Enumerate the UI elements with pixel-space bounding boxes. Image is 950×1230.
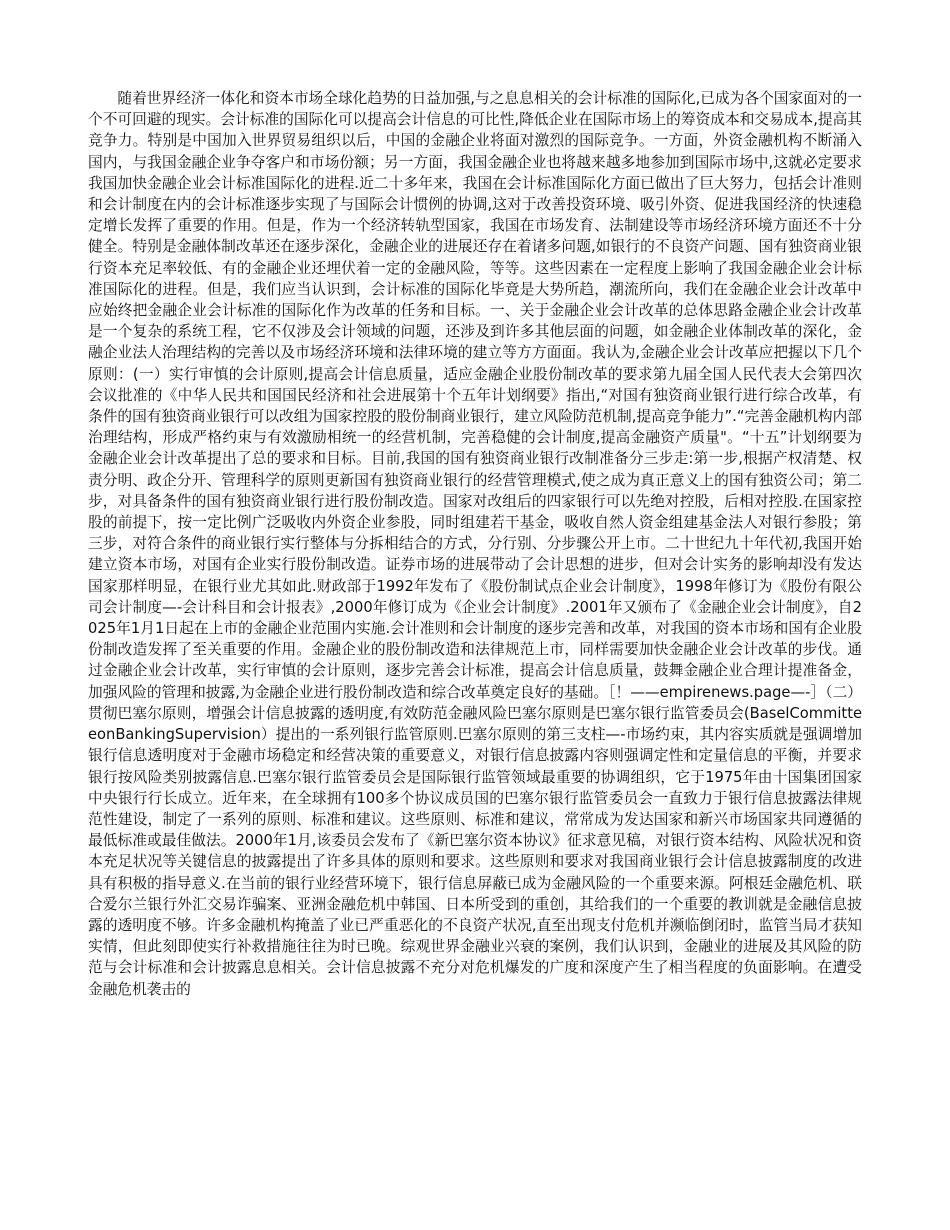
body-paragraph: 随着世界经济一体化和资本市场全球化趋势的日益加强,与之息息相关的会计标准的国际化,已成为各个国家面对的一个不可回避的现实。会计标准的国际化可以提高会计信息的可比性,降低企业在国际市场上的筹资成本和交易成本,提高其竞争力。特别是中国加入世界贸易组织以后，中国的金融企业将面对激烈的国际竞争。一方面，外资金融机构不断涌入国内，与我国金融企业争夺客户和市场份额；另一方面，我国金融企业也将越来越多地参加到国际市场中,这就必定要求我国加快金融企业会计标准国际化的进程.近二十多年来，我国在会计标准国际化方面已做出了巨大努力，包括会计准则和会计制度在内的会计标准逐步实现了与国际会计惯例的协调,这对于改善投资环境、吸引外资、促进我国经济的快速稳定增长发挥了重要的作用。但是，作为一个经济转轨型国家，我国在市场发育、法制建设等市场经济环境方面还不十分健全。特别是金融体制改革还在逐步深化，金融企业的进展还存在着诸多问题,如银行的不良资产问题、国有独资商业银行资本充足率较低、有的金融企业还埋伏着一定的金融风险，等等。这些因素在一定程度上影响了我国金融企业会计标准国际化的进程。但是，我们应当认识到，会计标准的国际化毕竟是大势所趋，潮流所向，我们在金融企业会计改革中应始终把金融企业会计标准的国际化作为改革的任务和目标。一、关于金融企业会计改革的总体思路金融企业会计改革是一个复杂的系统工程，它不仅涉及会计领域的问题，还涉及到许多其他层面的问题，如金融企业体制改革的深化，金融企业法人治理结构的完善以及市场经济环境和法律环境的建立等方方面面。我认为,金融企业会计改革应把握以下几个原则：(一）实行审慎的会计原则,提高会计信息质量，适应金融企业股份制改革的要求第九届全国人民代表大会第四次会议批准的《中华人民共和国国民经济和社会进展第十个五年计划纲要》指出,“对国有独资商业银行进行综合改革，有条件的国有独资商业银行可以改组为国家控股的股份制商业银行，建立风险防范机制,提高竞争能力”.“完善金融机构内部治理结构，形成严格约束与有效激励相统一的经营机制，完善稳健的会计制度,提高金融资产质量"。“十五”计划纲要为金融企业会计改革提出了总的要求和目标。目前,我国的国有独资商业银行改制准备分三步走:第一步,根据产权清楚、权责分明、政企分开、管理科学的原则更新国有独资商业银行的经营管理模式,使之成为真正意义上的国有独资公司；第二步，对具备条件的国有独资商业银行进行股份制改造。国家对改组后的四家银行可以先绝对控股，后相对控股.在国家控股的前提下，按一定比例广泛吸收内外资企业参股，同时组建若干基金，吸收自然人资金组建基金法人对银行参股；第三步，对符合条件的商业银行实行整体与分拆相结合的方式，分行别、分步骤公开上市。二十世纪九十年代初,我国开始建立资本市场，对国有企业实行股份制改造。证券市场的进展带动了会计思想的进步，但对会计实务的影响却没有发达国家那样明显，在银行业尤其如此.财政部于1992年发布了《股份制试点企业会计制度》，1998年修订为《股份有限公司会计制度—-会计科目和会计报表》,2000年修订成为《企业会计制度》.2001年又颁布了《金融企业会计制度》，自2025年1月1日起在上市的金融企业范围内实施.会计准则和会计制度的逐步完善和改革，对我国的资本市场和国有企业股份制改造发挥了至关重要的作用。金融企业的股份制改造和法律规范上市，同样需要加快金融企业会计改革的步伐。通过金融企业会计改革，实行审慎的会计原则，逐步完善会计标准，提高会计信息质量，鼓舞金融企业合理计提准备金，加强风险的管理和披露,为金融企业进行股份制改造和综合改革奠定良好的基础。［！——empirenews.page—-］（二）贯彻巴塞尔原则，增强会计信息披露的透明度,有效防范金融风险巴塞尔原则是巴塞尔银行监管委员会(BaselCommitteeonBankingSupervision）提出的一系列银行监管原则.巴塞尔原则的第三支柱—-市场约束，其内容实质就是强调增加银行信息透明度对于金融市场稳定和经营决策的重要意义，对银行信息披露内容则强调定性和定量信息的平衡，并要求银行按风险类别披露信息.巴塞尔银行监管委员会是国际银行监管领域最重要的协调组织，它于1975年由十国集团国家中央银行行长成立。近年来，在全球拥有100多个协议成员国的巴塞尔银行监管委员会一直致力于银行信息披露法律规范性建设，制定了一系列的原则、标准和建议。这些原则、标准和建议，常常成为发达国家和新兴市场国家共同遵循的最低标准或最佳做法。2000年1月,该委员会发布了《新巴塞尔资本协议》征求意见稿，对银行资本结构、风险状况和资本充足状况等关键信息的披露提出了许多具体的原则和要求。这些原则和要求对我国商业银行会计信息披露制度的改进具有积极的指导意义.在当前的银行业经营环境下，银行信息屏蔽已成为金融风险的一个重要来源。阿根廷金融危机、联合爱尔兰银行外汇交易诈骗案、亚洲金融危机中韩国、日本所受到的重创，其给我们的一个重要的教训就是金融信息披露的透明度不够。许多金融机构掩盖了业已严重恶化的不良资产状况,直至出现支付危机并濒临倒闭时，监管当局才获知实情，但此刻即使实行补救措施往往为时已晚。综观世界金融业兴衰的案例，我们认识到，金融业的进展及其风险的防范与会计标准和会计披露息息相关。会计信息披露不充分对危机爆发的广度和深度产生了相当程度的负面影响。在遭受金融危机袭击的 (88, 90, 862, 998)
document-page (88, 88, 862, 1000)
